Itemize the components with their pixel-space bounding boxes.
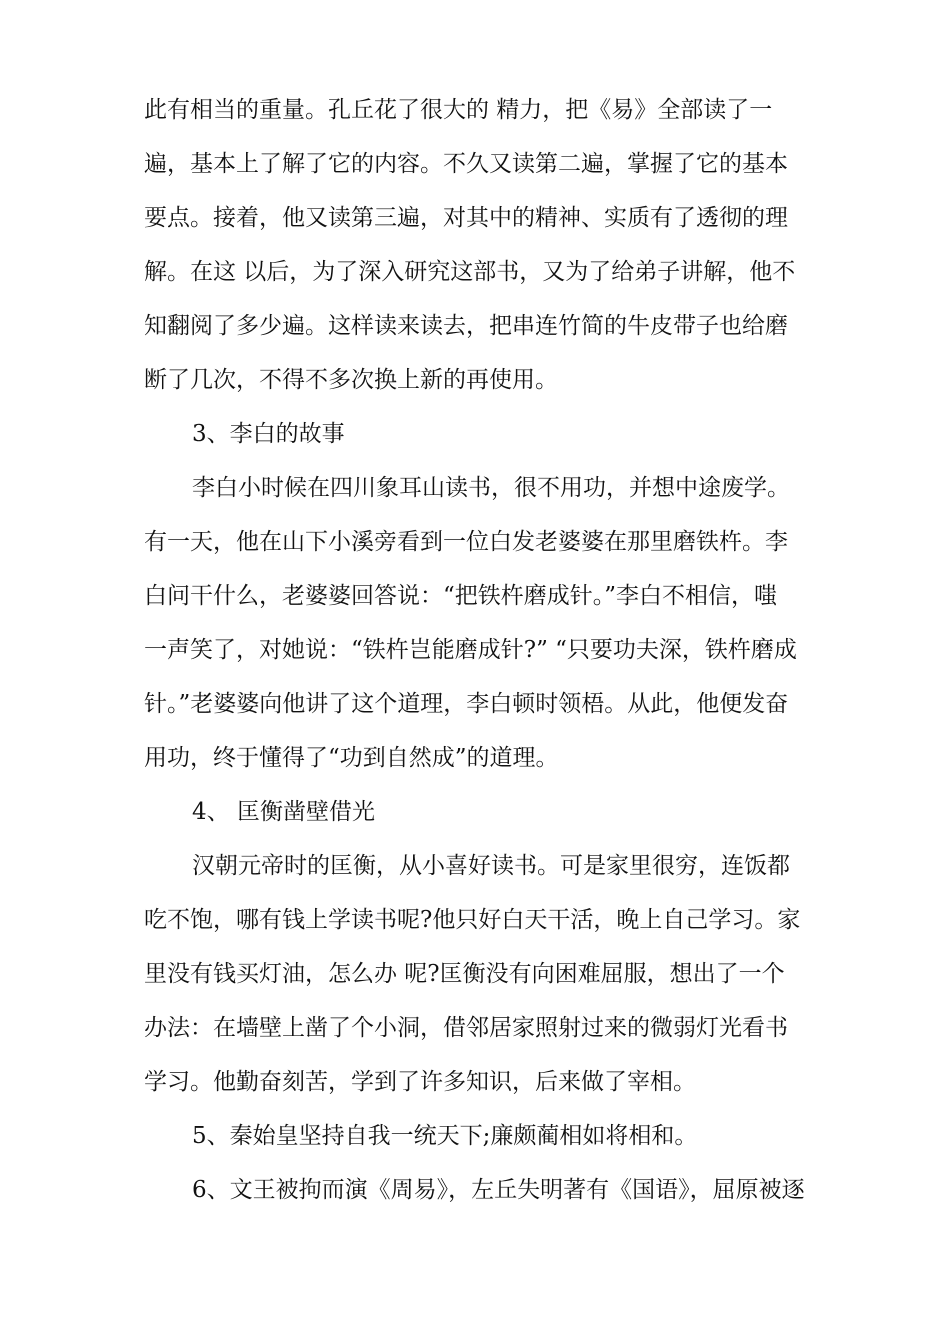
paragraph-line: 办法：在墙壁上凿了个小洞，借邻居家照射过来的微弱灯光看书 <box>144 1015 788 1041</box>
list-item: 6、文王被拘而演《周易》，左丘失明著有《国语》，屈原被逐 <box>192 1177 805 1203</box>
paragraph-line: 断了几次，不得不多次换上新的再使用。 <box>144 367 558 393</box>
paragraph-line: 针。”老婆婆向他讲了这个道理，李白顿时领梧。从此，他便发奋 <box>144 691 789 717</box>
paragraph-line: 解。在这 以后，为了深入研究这部书，又为了给弟子讲解，他不 <box>144 259 796 285</box>
paragraph-line: 李白小时候在四川象耳山读书，很不用功，并想中途废学。 <box>192 475 790 501</box>
paragraph-line: 此有相当的重量。孔丘花了很大的 精力，把《易》全部读了一 <box>144 97 773 123</box>
paragraph-line: 要点。接着，他又读第三遍，对其中的精神、实质有了透彻的理 <box>144 205 788 231</box>
paragraph-line: 汉朝元帝时的匡衡，从小喜好读书。可是家里很穷，连饭都 <box>192 853 790 879</box>
paragraph-line: 有一天，他在山下小溪旁看到一位白发老婆婆在那里磨铁杵。李 <box>144 529 788 555</box>
paragraph-line: 学习。他勤奋刻苦，学到了许多知识，后来做了宰相。 <box>144 1069 696 1095</box>
section-heading: 3、李白的故事 <box>192 421 345 447</box>
paragraph-line: 一声笑了，对她说：“铁杵岂能磨成针?” “只要功夫深，铁杵磨成 <box>144 637 797 663</box>
paragraph-line: 知翻阅了多少遍。这样读来读去，把串连竹简的牛皮带子也给磨 <box>144 313 788 339</box>
list-item: 5、秦始皇坚持自我一统天下;廉颇蔺相如将相和。 <box>192 1123 698 1149</box>
paragraph-line: 遍，基本上了解了它的内容。不久又读第二遍，掌握了它的基本 <box>144 151 788 177</box>
section-heading: 4、 匡衡凿壁借光 <box>192 799 375 825</box>
paragraph-line: 白问干什么，老婆婆回答说：“把铁杵磨成针。”李白不相信，嗤 <box>144 583 778 609</box>
paragraph-line: 里没有钱买灯油，怎么办 呢?匡衡没有向困难屈服，想出了一个 <box>144 961 785 987</box>
paragraph-line: 用功，终于懂得了“功到自然成”的道理。 <box>144 745 559 771</box>
paragraph-line: 吃不饱，哪有钱上学读书呢?他只好白天干活，晚上自己学习。家 <box>144 907 801 933</box>
